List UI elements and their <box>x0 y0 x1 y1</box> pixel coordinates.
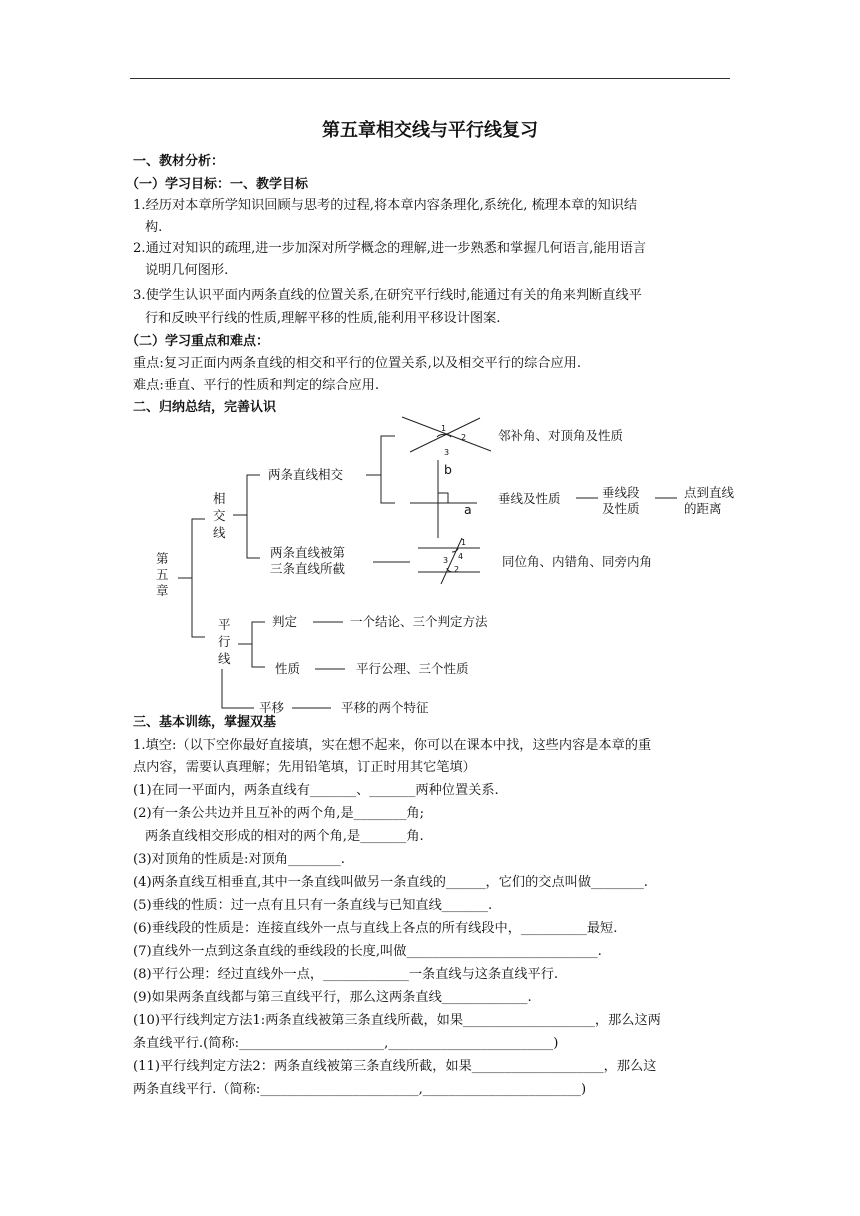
goal-2-line-1: 2.通过对知识的疏理,进一步加深对所学概念的理解,进一步熟悉和掌握几何语言,能用语言 <box>133 241 647 256</box>
subsection-keypoints-heading: （二）学习重点和难点： <box>126 334 270 349</box>
section-2-heading: 二、归纳总结，完善认识 <box>133 400 277 415</box>
question-4: (4)两条直线互相垂直,其中一条直线叫做另一条直线的______，它们的交点叫做________. <box>133 875 648 890</box>
goal-2-line-2: 说明几何图形. <box>145 263 229 278</box>
node-property: 性质 <box>275 661 301 676</box>
question-1: (1)在同一平面内，两条直线有_______、_______两种位置关系. <box>133 783 499 798</box>
question-3: (3)对顶角的性质是:对顶角________. <box>133 852 345 867</box>
node-cut-line-2: 三条直线所截 <box>270 561 346 576</box>
parallel-label-char-3: 线 <box>218 651 231 666</box>
angle-label-2b: 2 <box>454 565 460 574</box>
question-8: (8)平行公理：经过直线外一点，_____________一条直线与这条直线平行. <box>133 967 559 982</box>
node-perp-segment-1: 垂线段 <box>602 485 640 500</box>
subsection-goals-heading: （一）学习目标：一、教学目标 <box>126 177 309 192</box>
intersect-label-char-1: 相 <box>213 491 226 506</box>
node-cut-line-1: 两条直线被第 <box>270 545 346 560</box>
node-judge-desc: 一个结论、三个判定方法 <box>350 614 488 629</box>
question-6: (6)垂线段的性质是：连接直线外一点与直线上各点的所有线段中，__________最短. <box>133 921 618 936</box>
goal-3-line-1: 3.使学生认识平面内两条直线的位置关系,在研究平行线时,能通过有关的角来判断直线平 <box>133 288 642 303</box>
question-2-line-1: (2)有一条公共边并且互补的两个角,是________角; <box>133 806 425 821</box>
node-property-desc: 平行公理、三个性质 <box>356 661 469 676</box>
goal-1-line-1: 1.经历对本章所学知识回顾与思考的过程,将本章内容条理化,系统化, 梳理本章的知识结 <box>133 198 638 213</box>
intersecting-lines-figure <box>402 417 491 452</box>
section-3-heading: 三、基本训练，掌握双基 <box>133 715 277 730</box>
line-label-b: b <box>444 462 452 477</box>
angle-label-3b: 3 <box>443 556 449 565</box>
goal-1-line-2: 构. <box>145 220 163 235</box>
node-two-lines-intersect: 两条直线相交 <box>268 467 344 482</box>
intersect-label-char-3: 线 <box>213 525 226 540</box>
transversal-figure <box>418 538 480 584</box>
exercise-intro-line-2: 点内容，需要认真理解；先用铅笔填，订正时用其它笔填） <box>133 760 476 775</box>
node-angle-types: 同位角、内错角、同旁内角 <box>502 554 653 569</box>
root-label-char-2: 五 <box>156 567 169 582</box>
question-9: (9)如果两条直线都与第三直线平行，那么这两条直线_____________. <box>133 990 532 1005</box>
question-11-line-1: (11)平行线判定方法2：两条直线被第三条直线所截，如果____________________，那么这 <box>133 1059 657 1074</box>
line-label-a: a <box>464 502 472 517</box>
goal-3-line-2: 行和反映平行线的性质,理解平移的性质,能利用平移设计图案. <box>145 311 501 326</box>
question-11-line-2: 两条直线平行.（简称:________________________,________________________) <box>133 1082 587 1097</box>
question-7: (7)直线外一点到这条直线的垂线段的长度,叫做_____________________________. <box>133 944 602 959</box>
page-title: 第五章相交线与平行线复习 <box>322 120 538 141</box>
parallel-label-char-2: 行 <box>218 634 231 649</box>
angle-label-3: 3 <box>444 448 450 457</box>
node-distance-1: 点到直线 <box>684 485 735 500</box>
angle-label-1: 1 <box>441 424 447 433</box>
node-translation: 平移 <box>259 700 285 715</box>
node-adjacent-vertical-angles: 邻补角、对顶角及性质 <box>498 428 624 443</box>
question-2-line-2: 两条直线相交形成的相对的两个角,是_______角. <box>145 829 424 844</box>
key-point: 重点:复习正面内两条直线的相交和平行的位置关系,以及相交平行的综合应用. <box>133 356 582 371</box>
node-perpendicular: 垂线及性质 <box>498 491 561 506</box>
section-1-heading: 一、教材分析： <box>133 154 225 169</box>
angle-label-4: 4 <box>458 552 464 561</box>
difficult-point: 难点:垂直、平行的性质和判定的综合应用. <box>133 378 380 393</box>
intersect-label-char-2: 交 <box>213 508 226 523</box>
exercise-intro-line-1: 1.填空:（以下空你最好直接填，实在想不起来，你可以在课本中找，这些内容是本章的重 <box>133 738 652 753</box>
question-10-line-2: 条直线平行.(简称:______________________,_________________________) <box>133 1036 559 1051</box>
node-judge: 判定 <box>272 614 298 629</box>
question-10-line-1: (10)平行线判定方法1:两条直线被第三条直线所截，如果____________________，那么这两 <box>133 1013 661 1028</box>
node-distance-2: 的距离 <box>684 501 722 516</box>
node-perp-segment-2: 及性质 <box>602 501 640 516</box>
angle-label-2: 2 <box>461 433 467 442</box>
node-translation-desc: 平移的两个特征 <box>341 700 429 715</box>
parallel-label-char-1: 平 <box>218 617 231 632</box>
root-label-char-1: 第 <box>156 551 169 566</box>
question-5: (5)垂线的性质：过一点有且只有一条直线与已知直线_______. <box>133 898 493 913</box>
angle-label-1b: 1 <box>461 538 467 547</box>
root-label-char-3: 章 <box>156 583 169 598</box>
